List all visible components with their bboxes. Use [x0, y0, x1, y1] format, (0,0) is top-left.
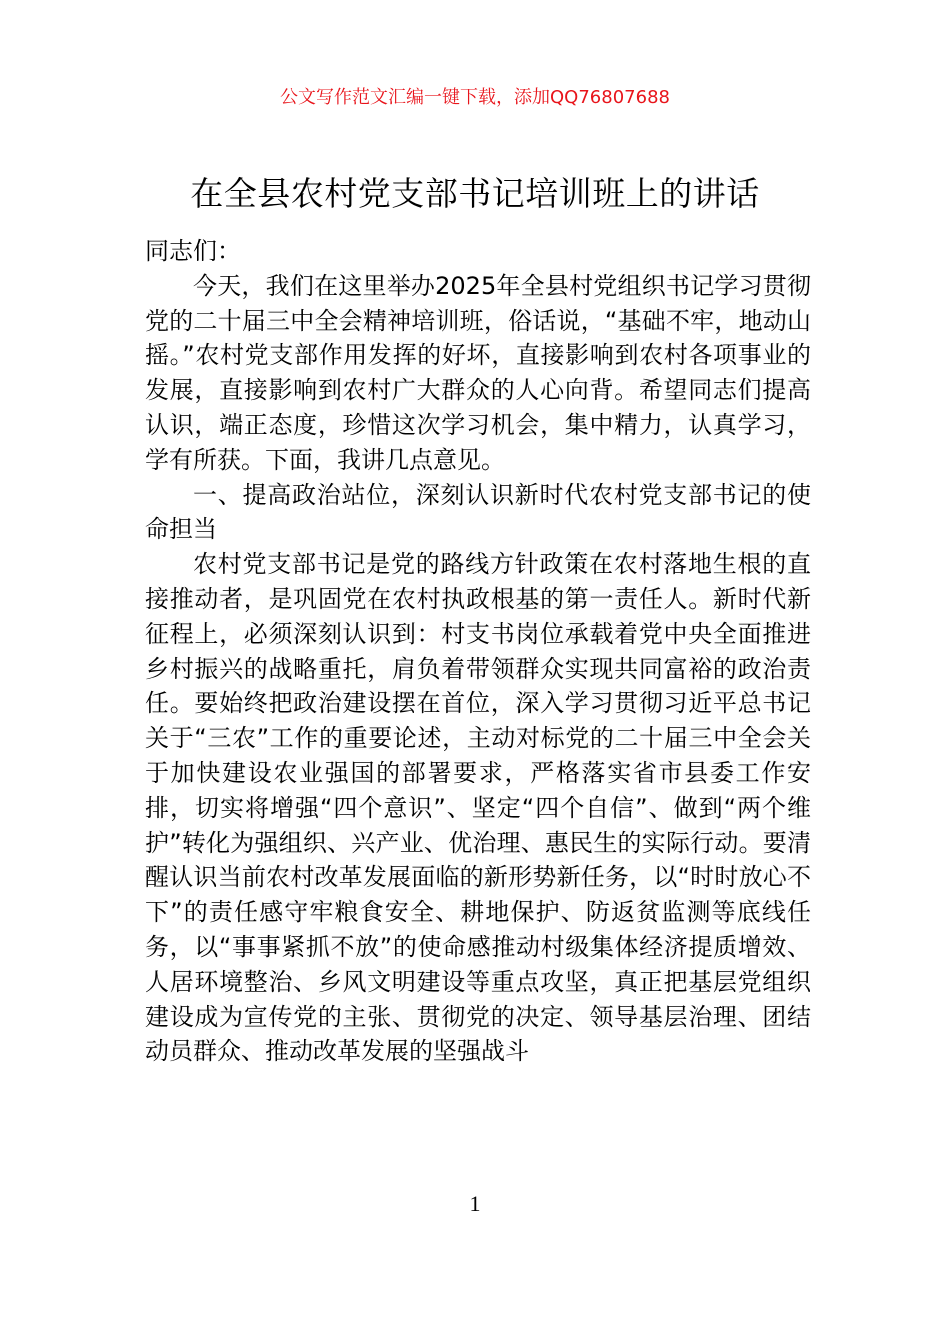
- salutation: 同志们：: [145, 237, 241, 265]
- paragraph-section-1: 农村党支部书记是党的路线方针政策在农村落地生根的直接推动者，是巩固党在农村执政根基的第一责任人。新时代新征程上，必须深刻认识到：村支书岗位承载着党中央全面推进乡村振兴的战略重托，肩负着带领群众实现共同富裕的政治责任。要始终把政治建设摆在首位，深入学习贯彻习近平总书记关于“三农”工作的重要论述，主动对标党的二十届三中全会关于加快建设农业强国的部署要求，严格落实省市县委工作安排，切实将增强“四个意识”、坚定“四个自信”、做到“两个维护”转化为强组织、兴产业、优治理、惠民生的实际行动。要清醒认识当前农村改革发展面临的新形势新任务，以“时时放心不下”的责任感守牢粮食安全、耕地保护、防返贫监测等底线任务，以“事事紧抓不放”的使命感推动村级集体经济提质增效、人居环境整治、乡风文明建设等重点攻坚，真正把基层党组织建设成为宣传党的主张、贯彻党的决定、领导基层治理、团结动员群众、推动改革发展的坚强战斗: [145, 550, 811, 1066]
- header-download-note: 公文写作范文汇编一键下载，添加QQ76807688: [280, 87, 670, 108]
- page-number: 1: [469, 1191, 481, 1216]
- document-body: [145, 234, 811, 1069]
- document-title: 在全县农村党支部书记培训班上的讲话: [190, 174, 760, 213]
- paragraph-intro: 今天，我们在这里举办2025年全县村党组织书记学习贯彻党的二十届三中全会精神培训班，俗话说，“基础不牢，地动山摇。”农村党支部作用发挥的好坏，直接影响到农村各项事业的发展，直接影响到农村广大群众的人心向背。希望同志们提高认识，端正态度，珍惜这次学习机会，集中精力，认真学习，学有所获。下面，我讲几点意见。: [145, 271, 811, 474]
- section-heading-1: 一、提高政治站位，深刻认识新时代农村党支部书记的使命担当: [145, 480, 811, 544]
